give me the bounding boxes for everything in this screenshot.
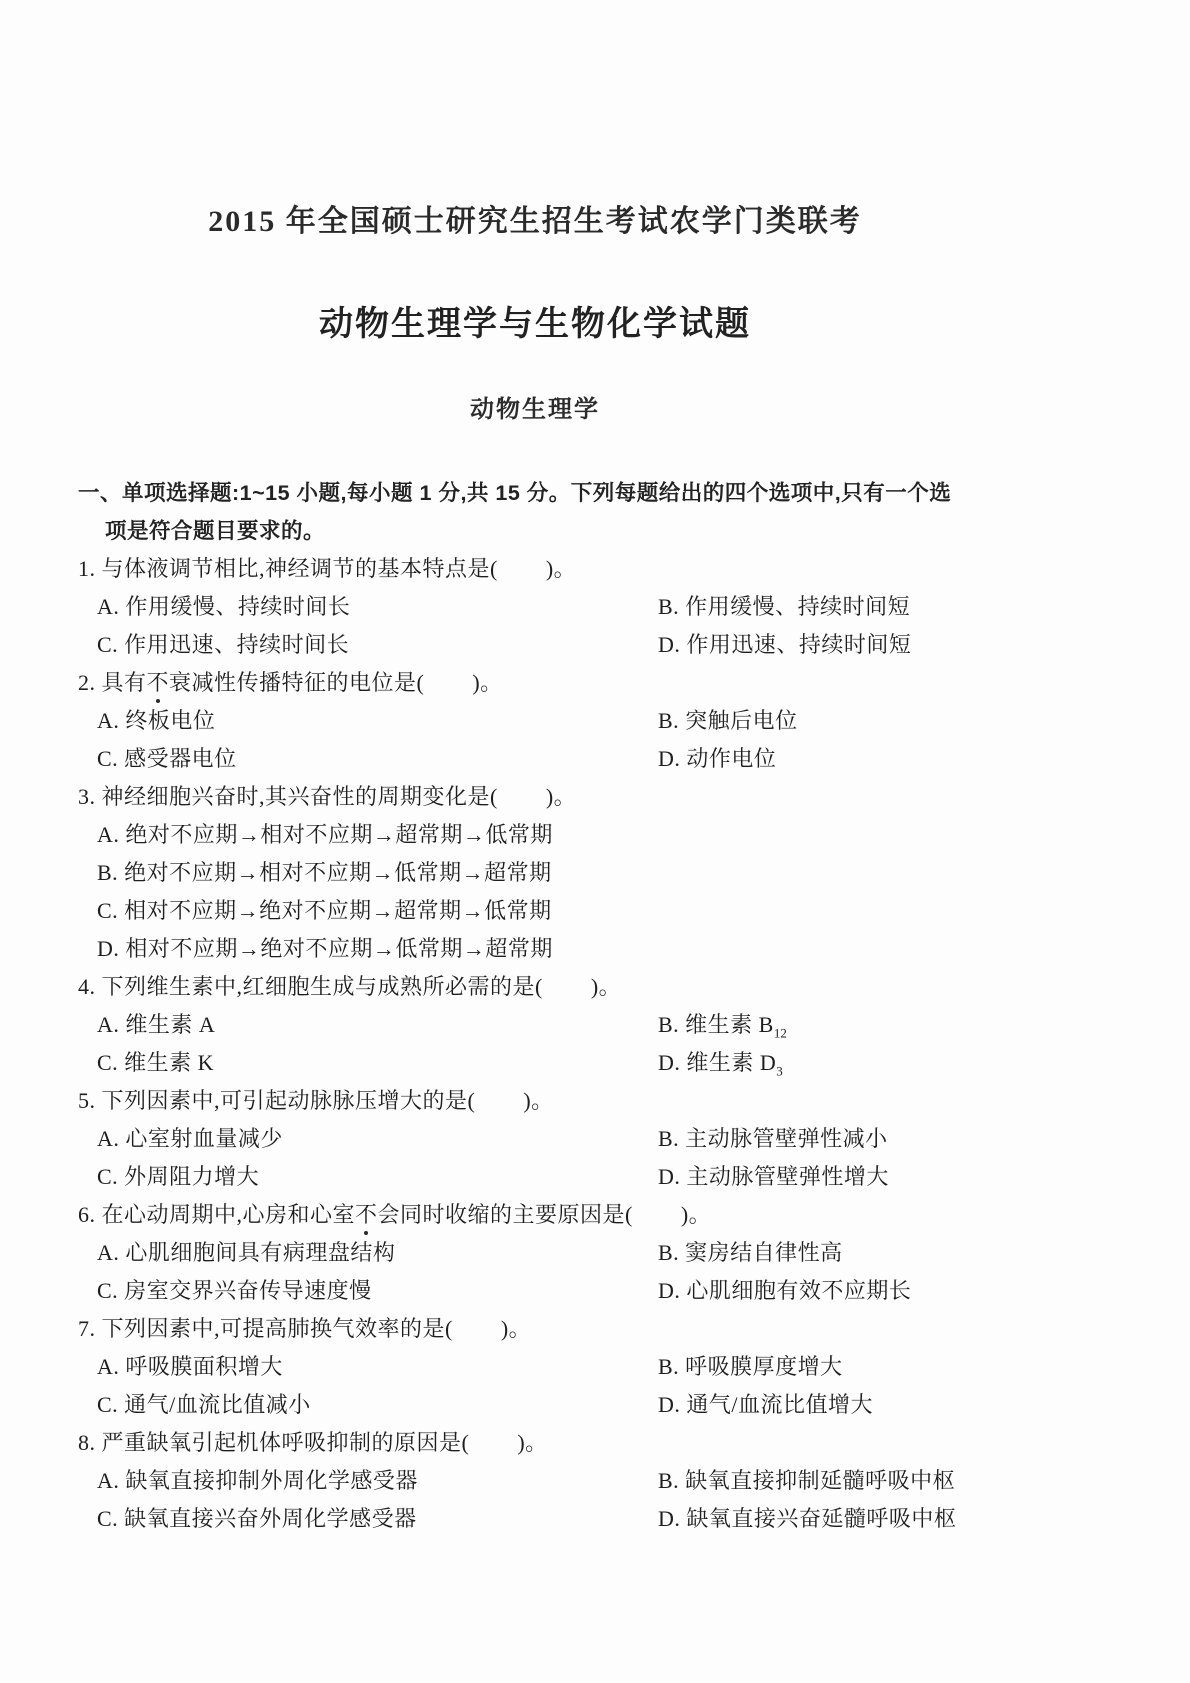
emphasis-dot-marker: 不 — [147, 664, 170, 702]
questions-area — [0, 474, 1190, 1538]
question-8-option-a: A. 缺氧直接抑制外周化学感受器 — [97, 1468, 418, 1493]
instructions-line-1: 一、单项选择题:1~15 小题,每小题 1 分,共 15 分。下列每题给出的四个选项中,只有一个选 — [78, 481, 952, 505]
question-3-option-b: B. 绝对不应期→相对不应期→低常期→超常期 — [97, 860, 552, 885]
question-3-option-a: A. 绝对不应期→相对不应期→超常期→低常期 — [97, 822, 553, 847]
question-4 — [0, 968, 1190, 1006]
question-5-option-b: B. 主动脉管壁弹性减小 — [658, 1126, 888, 1151]
question-6-options-row-2 — [0, 1272, 1190, 1310]
question-8 — [0, 1424, 1190, 1462]
question-8-options-row-1 — [0, 1462, 1190, 1500]
question-2-stem — [78, 664, 503, 702]
question-8-option-b: B. 缺氧直接抑制延髓呼吸中枢 — [658, 1468, 956, 1493]
question-8-option-c: C. 缺氧直接兴奋外周化学感受器 — [97, 1506, 417, 1531]
question-4-option-d-text: D. 维生素 D — [658, 1050, 777, 1075]
question-4-stem: 4. 下列维生素中,红细胞生成与成熟所必需的是( )。 — [78, 974, 622, 999]
question-5-options-row-1 — [0, 1120, 1190, 1158]
instructions — [0, 474, 1190, 512]
question-7-option-a: A. 呼吸膜面积增大 — [97, 1354, 283, 1379]
question-3-option-c: C. 相对不应期→绝对不应期→超常期→低常期 — [97, 898, 552, 923]
question-8-options-row-2 — [0, 1500, 1190, 1538]
question-6-option-d: D. 心肌细胞有效不应期长 — [658, 1278, 912, 1303]
question-7-options-row-1 — [0, 1348, 1190, 1386]
question-6-option-a: A. 心肌细胞间具有病理盘结构 — [97, 1240, 396, 1265]
question-4-option-c: C. 维生素 K — [97, 1050, 215, 1075]
question-6-stem-before: 6. 在心动周期中,心房和心室 — [78, 1202, 356, 1227]
question-6-stem-after: 会同时收缩的主要原因是( )。 — [377, 1202, 712, 1227]
question-5-option-a: A. 心室射血量减少 — [97, 1126, 283, 1151]
question-1 — [0, 550, 1190, 588]
question-3 — [0, 778, 1190, 816]
question-8-option-d: D. 缺氧直接兴奋延髓呼吸中枢 — [658, 1506, 957, 1531]
question-1-stem: 1. 与体液调节相比,神经调节的基本特点是( )。 — [78, 556, 577, 581]
question-8-stem: 8. 严重缺氧引起机体呼吸抑制的原因是( )。 — [78, 1430, 548, 1455]
question-3-stem: 3. 神经细胞兴奋时,其兴奋性的周期变化是( )。 — [78, 784, 577, 809]
question-7 — [0, 1310, 1190, 1348]
question-1-option-d: D. 作用迅速、持续时间短 — [658, 632, 912, 657]
question-2-options-row-2 — [0, 740, 1190, 778]
question-5-options-row-2 — [0, 1158, 1190, 1196]
question-4-option-b-text: B. 维生素 B — [658, 1012, 774, 1037]
question-5-option-c: C. 外周阻力增大 — [97, 1164, 260, 1189]
question-4-options-row-2 — [0, 1044, 1190, 1082]
question-4-option-b-subscript: 12 — [773, 1025, 787, 1041]
question-7-option-c: C. 通气/血流比值减小 — [97, 1392, 311, 1417]
question-4-option-d-subscript: 3 — [776, 1063, 783, 1079]
question-5-option-d: D. 主动脉管壁弹性增大 — [658, 1164, 889, 1189]
question-2-stem-before: 2. 具有 — [78, 670, 147, 695]
question-7-option-b: B. 呼吸膜厚度增大 — [658, 1354, 843, 1379]
question-6-option-b: B. 窦房结自律性高 — [658, 1240, 843, 1265]
section-heading: 动物生理学 — [470, 396, 600, 423]
question-2-option-c: C. 感受器电位 — [97, 746, 237, 771]
question-2-option-b: B. 突触后电位 — [658, 708, 798, 733]
question-7-option-d: D. 通气/血流比值增大 — [658, 1392, 874, 1417]
question-1-option-a: A. 作用缓慢、持续时间长 — [97, 594, 351, 619]
question-1-option-b: B. 作用缓慢、持续时间短 — [658, 594, 911, 619]
question-3-options-row-1 — [0, 816, 1190, 854]
question-2-option-d: D. 动作电位 — [658, 746, 777, 771]
exam-header — [0, 0, 1190, 424]
exam-subtitle: 动物生理学与生物化学试题 — [319, 305, 751, 343]
emphasis-dot-marker: 不 — [355, 1196, 378, 1234]
question-2 — [0, 664, 1190, 702]
question-6-stem — [78, 1196, 711, 1234]
question-6-option-c: C. 房室交界兴奋传导速度慢 — [97, 1278, 372, 1303]
question-4-option-a: A. 维生素 A — [97, 1012, 216, 1037]
question-2-stem-after: 衰减性传播特征的电位是( )。 — [169, 670, 503, 695]
question-1-options-row-1 — [0, 588, 1190, 626]
question-6-options-row-1 — [0, 1234, 1190, 1272]
question-1-options-row-2 — [0, 626, 1190, 664]
question-2-option-a: A. 终板电位 — [97, 708, 216, 733]
instructions-line-2: 项是符合题目要求的。 — [105, 519, 326, 543]
instructions-continued — [0, 512, 1190, 550]
question-3-options-row-2 — [0, 854, 1190, 892]
question-3-option-d: D. 相对不应期→绝对不应期→低常期→超常期 — [97, 936, 553, 961]
question-3-options-row-4 — [0, 930, 1190, 968]
question-3-options-row-3 — [0, 892, 1190, 930]
question-5 — [0, 1082, 1190, 1120]
question-6 — [0, 1196, 1190, 1234]
question-7-stem: 7. 下列因素中,可提高肺换气效率的是( )。 — [78, 1316, 532, 1341]
question-7-options-row-2 — [0, 1386, 1190, 1424]
question-1-option-c: C. 作用迅速、持续时间长 — [97, 632, 350, 657]
question-4-options-row-1 — [0, 1006, 1190, 1044]
question-5-stem: 5. 下列因素中,可引起动脉脉压增大的是( )。 — [78, 1088, 554, 1113]
exam-title: 2015 年全国硕士研究生招生考试农学门类联考 — [208, 205, 862, 238]
question-2-options-row-1 — [0, 702, 1190, 740]
